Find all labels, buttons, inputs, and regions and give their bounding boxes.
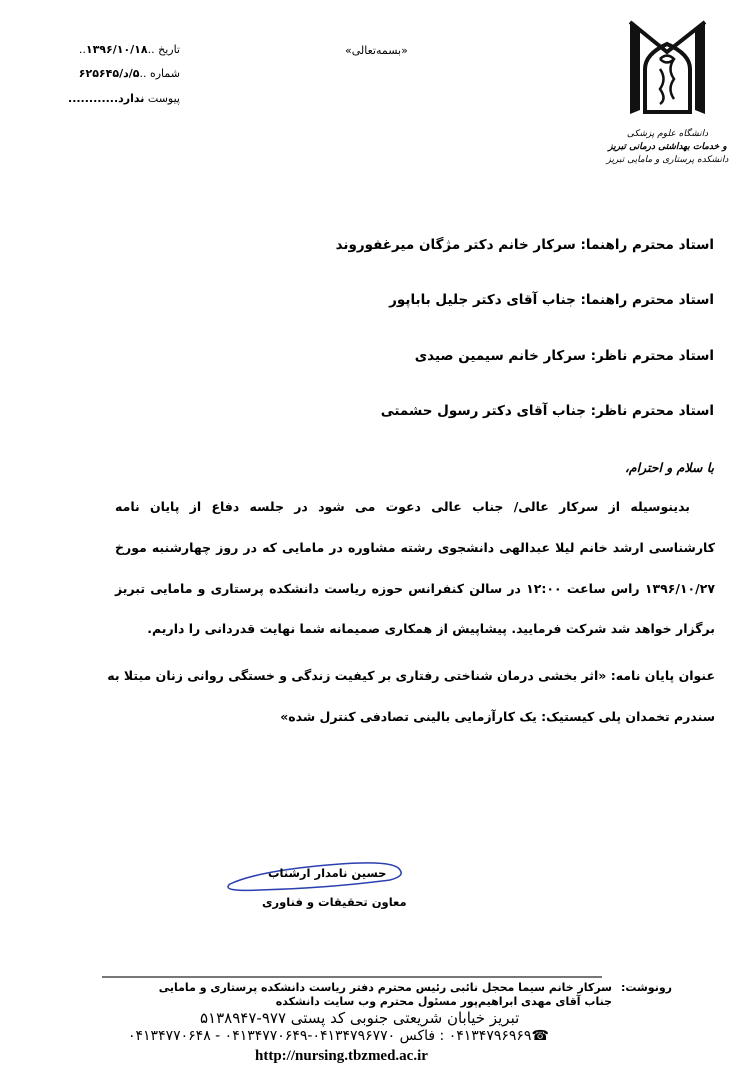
body-line: بدینوسیله از سرکار عالی/ جناب عالی دعوت می شود در جلسه دفاع از پایان نامه — [115, 499, 690, 514]
thesis-title-line: سندرم تخمدان پلی کیستیک: یک کارآزمایی بالینی تصادفی کنترل شده» — [280, 709, 715, 724]
greeting: با سلام و احترام، — [624, 460, 714, 475]
basmala: «بسمه‌تعالی» — [345, 44, 408, 57]
phone-numbers: ۰۴۱۳۴۷۹۶۹۶۹ : فاکس ۰۴۱۳۴۷۹۶۷۷۰-۰۴۱۳۴۷۷۰۶۴۹ - ۰۴۱۳۴۷۷۰۶۴۸ — [128, 1028, 532, 1044]
number-value: ۵/د/۶۲۵۶۴۵ — [78, 67, 140, 80]
attachment-field — [40, 92, 180, 105]
footer-address: تبریز خیابان شریعتی جنوبی کد پستی ۹۷۷-۵۱۳۸۹۴۷ — [200, 1009, 520, 1027]
cc-label: رونوشت: — [620, 981, 672, 994]
signatory-name: حسین نامدار ارشناب — [268, 866, 387, 880]
date-value: ۱۳۹۶/۱۰/۱۸ — [85, 43, 148, 56]
website-link[interactable]: http://nursing.tbzmed.ac.ir — [255, 1048, 428, 1064]
university-logo — [600, 14, 735, 174]
cc-recipient: سرکار خانم سیما محجل نائبی رئیس محترم دفتر ریاست دانشکده پرستاری و مامایی — [158, 981, 612, 994]
body-line: کارشناسی ارشد خانم لیلا عبدالهی دانشجوی رشته مشاوره در مامایی که در روز چهارشنبه مورخ — [115, 540, 715, 555]
recipient: استاد محترم راهنما: جناب آقای دکتر جلیل باباپور — [389, 292, 714, 308]
number-field: شماره ..۵/د/۶۲۵۶۴۵ — [78, 67, 180, 80]
footer-divider — [102, 976, 602, 978]
number-label: شماره — [149, 67, 180, 80]
phone-icon: ☎ — [531, 1028, 549, 1044]
attachment-label: پیوست — [147, 92, 180, 105]
body-line: برگزار خواهد شد شرکت فرمایید. پیشاپیش از همکاری صمیمانه شما نهایت قدردانی را داریم. — [147, 621, 715, 636]
recipient: استاد محترم ناظر: سرکار خانم سیمین صیدی — [414, 348, 714, 364]
cc-recipient: جناب آقای مهدی ابراهیم‌پور مسئول محترم وب سایت دانشکده — [275, 995, 612, 1008]
attachment-value: ندارد............ — [68, 92, 145, 105]
logo-text: دانشکده پرستاری و مامایی تبریز — [606, 155, 729, 165]
logo-text: دانشگاه علوم پزشکی — [626, 129, 709, 139]
footer-phones — [128, 1028, 549, 1045]
thesis-title-line: عنوان پایان نامه: «اثر بخشی درمان شناختی رفتاری بر کیفیت زندگی و خستگی روانی زنان مبتلا به — [107, 668, 715, 683]
date-field: تاریخ ..۱۳۹۶/۱۰/۱۸.. — [78, 43, 180, 56]
signatory-title: معاون تحقیقات و فناوری — [262, 895, 407, 909]
date-label: تاریخ — [158, 43, 180, 56]
body-line: ۱۳۹۶/۱۰/۲۷ راس ساعت ۱۲:۰۰ در سالن کنفرانس حوزه ریاست دانشکده پرستاری و مامایی تبریز — [115, 581, 715, 596]
logo-text: و خدمات بهداشتی درمانی تبریز — [608, 142, 727, 152]
logo-emblem-icon — [600, 14, 735, 124]
recipient: استاد محترم ناظر: جناب آقای دکتر رسول حشمتی — [380, 403, 714, 419]
recipient: استاد محترم راهنما: سرکار خانم دکتر مژگان میرغفوروند — [335, 237, 714, 253]
